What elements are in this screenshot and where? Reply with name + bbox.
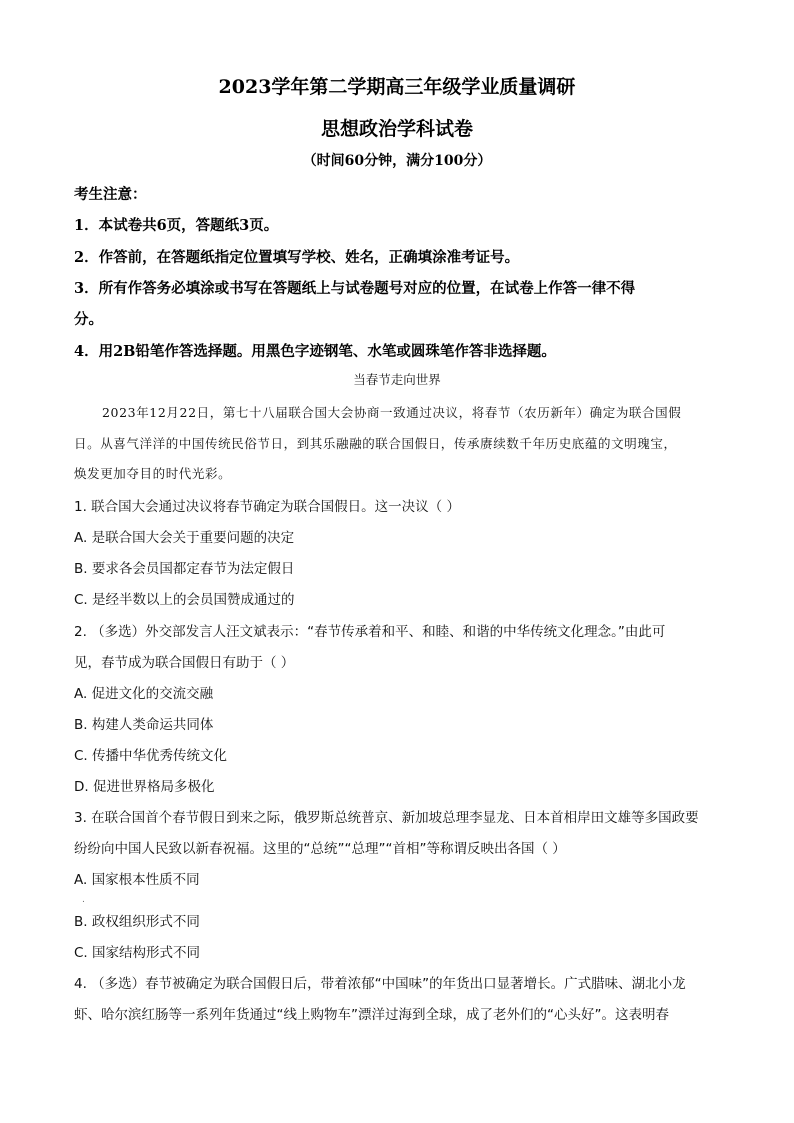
question-3-option-a: A. 国家根本性质不同 — [74, 872, 200, 888]
question-2-option-b: B. 构建人类命运共同体 — [74, 717, 214, 733]
notice-item: 1．本试卷共6页，答题纸3页。 — [74, 217, 279, 234]
stray-dot-mark: . — [82, 895, 85, 905]
notice-item: 分。 — [74, 311, 103, 328]
passage-line: 日。从喜气洋洋的中国传统民俗节日，到其乐融融的联合国假日，传承赓续数千年历史底蕴的文明瑰宝， — [74, 436, 677, 451]
section-title: 当春节走向世界 — [353, 372, 441, 387]
question-4-stem: 虾、哈尔滨红肠等一系列年货通过“线上购物车”漂洋过海到全球，成了老外们的“心头好”。这表明春 — [74, 1007, 669, 1023]
exam-time-note: （时间60分钟，满分100分） — [302, 153, 492, 169]
question-1-option-b: B. 要求各会员国都定春节为法定假日 — [74, 561, 295, 577]
question-3-stem: 3. 在联合国首个春节假日到来之际，俄罗斯总统普京、新加坡总理李显龙、日本首相岸田文雄等多国政要 — [74, 810, 699, 826]
question-2-option-d: D. 促进世界格局多极化 — [74, 779, 215, 795]
notice-item: 4．用2B铅笔作答选择题。用黑色字迹钢笔、水笔或圆珠笔作答非选择题。 — [74, 343, 556, 360]
question-4-stem: 4. （多选）春节被确定为联合国假日后，带着浓郁“中国味”的年货出口显著增长。广式腊味、湖北小龙 — [74, 976, 686, 992]
question-1-option-a: A. 是联合国大会关于重要问题的决定 — [74, 530, 295, 546]
question-3-option-b: B. 政权组织形式不同 — [74, 914, 200, 930]
question-3-option-c: C. 国家结构形式不同 — [74, 945, 201, 961]
notice-item: 3．所有作答务必填涂或书写在答题纸上与试卷题号对应的位置，在试卷上作答一律不得 — [74, 280, 636, 297]
notice-item: 2．作答前，在答题纸指定位置填写学校、姓名，正确填涂准考证号。 — [74, 249, 520, 266]
exam-subject-title: 思想政治学科试卷 — [320, 118, 473, 140]
question-1-stem: 1. 联合国大会通过决议将春节确定为联合国假日。这一决议（ ） — [74, 499, 460, 515]
question-2-option-a: A. 促进文化的交流交融 — [74, 686, 214, 702]
question-2-stem: 见，春节成为联合国假日有助于（ ） — [74, 655, 295, 671]
question-2-stem: 2. （多选）外交部发言人汪文斌表示：“春节传承着和平、和睦、和谐的中华传统文化理念。”由此可 — [74, 624, 666, 640]
question-3-stem: 纷纷向中国人民致以新春祝福。这里的“总统”“总理”“首相”等称谓反映出各国（ ） — [74, 841, 566, 857]
passage-line: 焕发更加夺目的时代光彩。 — [74, 466, 232, 481]
question-2-option-c: C. 传播中华优秀传统文化 — [74, 748, 228, 764]
notice-heading: 考生注意： — [74, 186, 147, 203]
question-1-option-c: C. 是经半数以上的会员国赞成通过的 — [74, 592, 295, 608]
passage-line: 2023年12月22日，第七十八届联合国大会协商一致通过决议，将春节（农历新年）确定为联合国假 — [102, 405, 682, 420]
exam-title: 2023学年第二学期高三年级学业质量调研 — [218, 76, 576, 98]
